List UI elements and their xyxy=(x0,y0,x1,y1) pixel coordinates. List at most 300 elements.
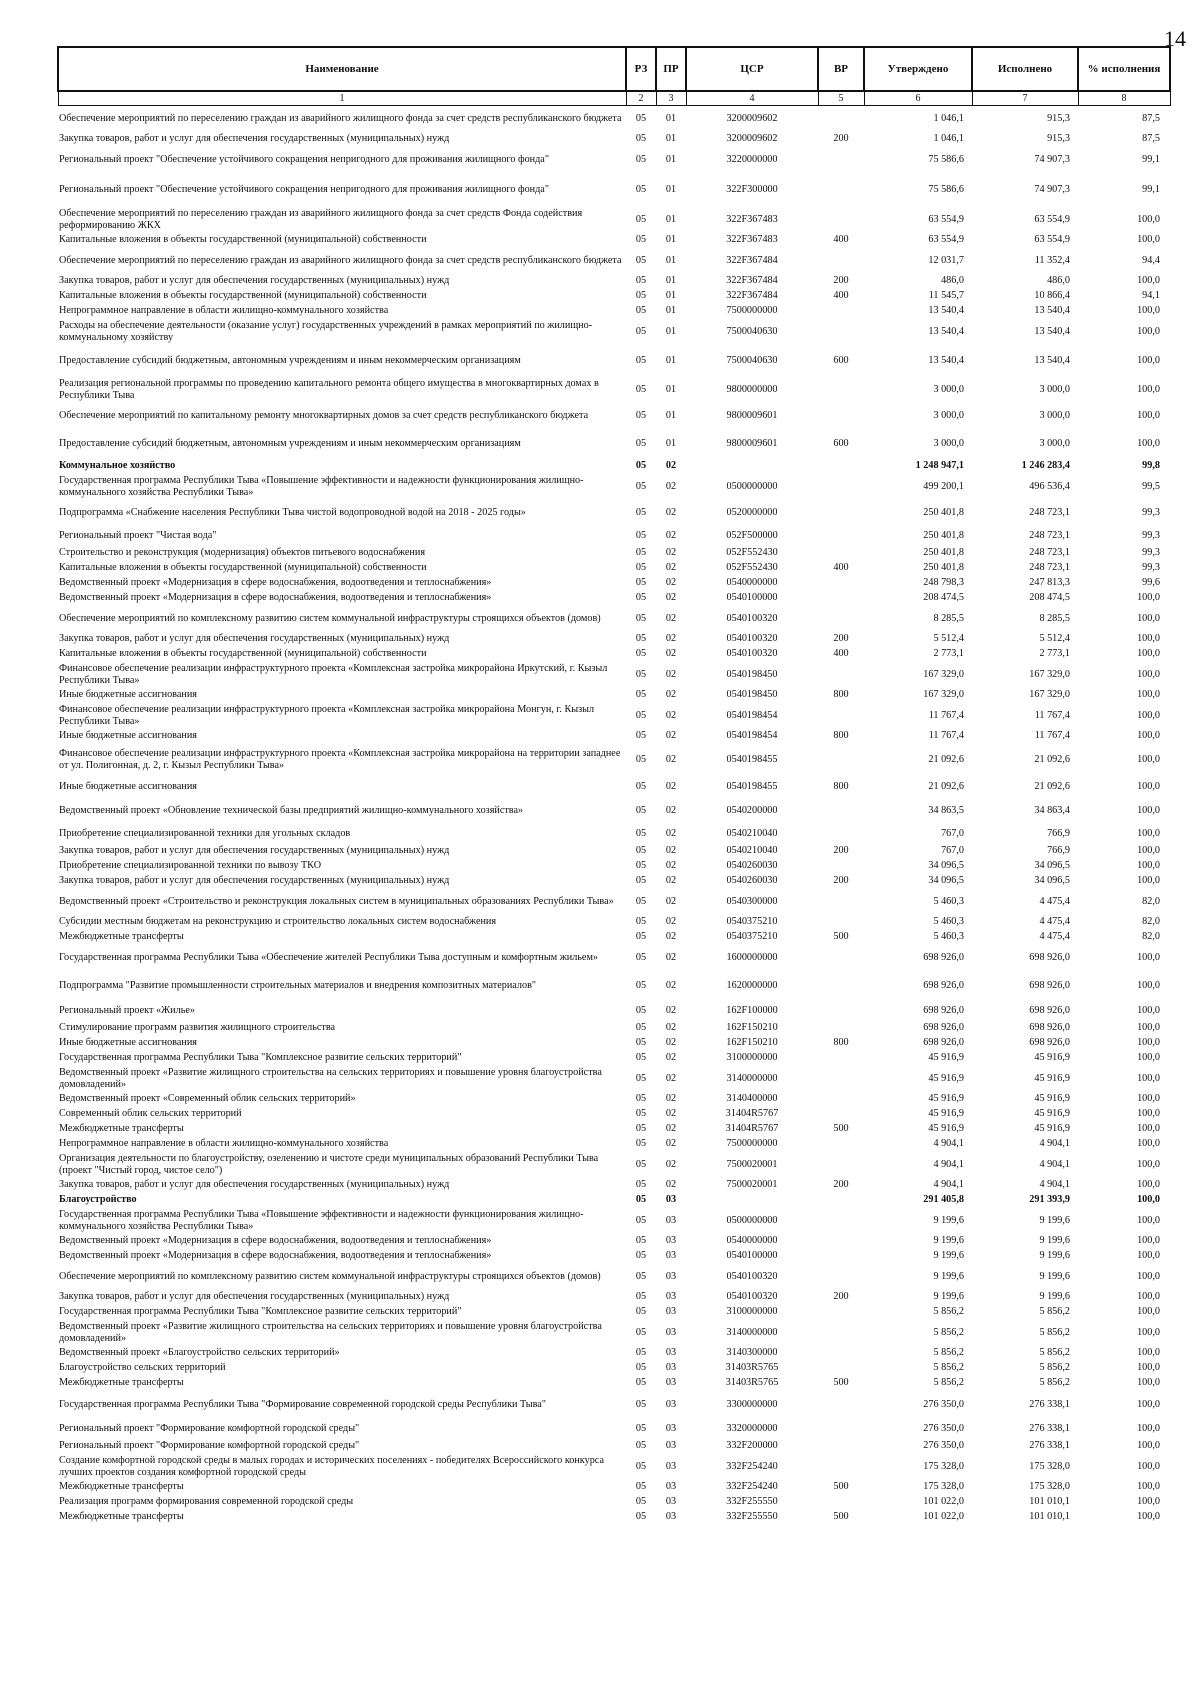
cell-executed: 10 866,4 xyxy=(1034,290,1070,302)
cell-pr: 02 xyxy=(665,460,677,472)
cell-approved: 34 096,5 xyxy=(928,860,964,872)
table-row xyxy=(58,546,1170,561)
cell-name: Межбюджетные трансферты xyxy=(59,1511,184,1523)
table-row xyxy=(58,576,1170,591)
cell-rz: 05 xyxy=(635,1158,647,1170)
cell-pr: 02 xyxy=(665,1072,677,1084)
cell-approved: 767,0 xyxy=(941,845,964,857)
cell-rz: 05 xyxy=(635,1306,647,1318)
cell-vr: 200 xyxy=(833,133,849,145)
cell-pr: 03 xyxy=(665,1377,677,1389)
cell-vr: 200 xyxy=(833,845,849,857)
table-row xyxy=(58,591,1170,606)
cell-approved: 5 856,2 xyxy=(933,1306,964,1318)
cell-name: Закупка товаров, работ и услуг для обеспечения государственных (муниципальных) нужд xyxy=(59,875,450,887)
cell-vr xyxy=(818,1001,864,1021)
cell-executed: 698 926,0 xyxy=(1029,1004,1070,1016)
cell-rz: 05 xyxy=(635,1179,647,1191)
cell-percent: 100,0 xyxy=(1137,1377,1160,1389)
cell-pr: 03 xyxy=(665,1481,677,1493)
table-row xyxy=(58,561,1170,576)
cell-vr xyxy=(818,377,864,403)
table-row xyxy=(58,289,1170,304)
cell-percent: 100,0 xyxy=(1137,1093,1160,1105)
cell-csr: 0540000000 xyxy=(726,1235,778,1247)
table-row xyxy=(58,729,1170,744)
cell-executed: 34 096,5 xyxy=(1034,875,1070,887)
cell-pr: 02 xyxy=(665,875,677,887)
cell-name: Закупка товаров, работ и услуг для обеспечения государственных (муниципальных) нужд xyxy=(59,133,450,145)
cell-csr: 0540100000 xyxy=(726,592,778,604)
cell-name: Межбюджетные трансферты xyxy=(59,1377,184,1389)
cell-approved: 45 916,9 xyxy=(928,1072,964,1084)
cell-name: Предоставление субсидий бюджетным, автономным учреждениям и иным некоммерческим организациям xyxy=(59,437,521,449)
cell-rz: 05 xyxy=(635,860,647,872)
cell-percent: 100,0 xyxy=(1137,780,1160,792)
cell-pr: 03 xyxy=(665,1511,677,1523)
table-row xyxy=(58,147,1170,173)
cell-pr: 02 xyxy=(665,480,677,492)
cell-csr: 0540198455 xyxy=(726,780,778,792)
cell-rz: 05 xyxy=(635,383,647,395)
cell-csr: 0540198455 xyxy=(726,753,778,765)
cell-approved: 5 512,4 xyxy=(933,633,964,645)
cell-vr: 600 xyxy=(833,354,849,366)
cell-executed: 5 856,2 xyxy=(1039,1377,1070,1389)
cell-csr: 3200009602 xyxy=(726,112,778,124)
cell-approved: 45 916,9 xyxy=(928,1093,964,1105)
cell-rz: 05 xyxy=(635,354,647,366)
cell-executed: 276 338,1 xyxy=(1029,1398,1070,1410)
table-row xyxy=(58,173,1170,207)
cell-pr: 01 xyxy=(665,153,677,165)
cell-percent: 100,0 xyxy=(1137,1291,1160,1303)
cell-csr: 3300000000 xyxy=(726,1398,778,1410)
cell-percent: 82,0 xyxy=(1142,916,1160,928)
column-number: 1 xyxy=(58,91,626,106)
cell-percent: 100,0 xyxy=(1137,234,1160,246)
cell-pr: 03 xyxy=(665,1398,677,1410)
cell-percent: 99,1 xyxy=(1142,183,1160,195)
cell-percent: 100,0 xyxy=(1137,1072,1160,1084)
cell-rz: 05 xyxy=(635,133,647,145)
cell-name: Обеспечение мероприятий по переселению граждан из аварийного жилищного фонда за счет средств Фонда содействия реформированию ЖКХ xyxy=(59,207,583,231)
cell-executed: 11 352,4 xyxy=(1034,254,1070,266)
cell-percent: 100,0 xyxy=(1137,1362,1160,1374)
cell-approved: 4 904,1 xyxy=(933,1179,964,1191)
cell-name: Непрограммное направление в области жилищно-коммунального хозяйства xyxy=(59,1138,389,1150)
cell-percent: 100,0 xyxy=(1137,1440,1160,1452)
cell-pr: 02 xyxy=(665,730,677,742)
cell-csr: 3100000000 xyxy=(726,1052,778,1064)
cell-vr: 200 xyxy=(833,1291,849,1303)
cell-approved: 3 000,0 xyxy=(933,383,964,395)
cell-pr: 02 xyxy=(665,1138,677,1150)
cell-name: Ведомственный проект «Модернизация в сфере водоснабжения, водоотведения и теплоснабжения» xyxy=(59,1250,492,1262)
cell-executed: 248 723,1 xyxy=(1029,529,1070,541)
table-row xyxy=(58,1001,1170,1021)
cell-csr xyxy=(686,1193,818,1208)
cell-csr: 0540200000 xyxy=(726,804,778,816)
cell-percent: 100,0 xyxy=(1137,1511,1160,1523)
table-row xyxy=(58,1290,1170,1305)
cell-approved: 208 474,5 xyxy=(923,592,964,604)
cell-csr: 3200009602 xyxy=(726,133,778,145)
header-vr: ВР xyxy=(818,47,864,91)
cell-executed: 4 475,4 xyxy=(1039,895,1070,907)
cell-rz: 05 xyxy=(635,1108,647,1120)
cell-pr: 03 xyxy=(665,1194,677,1206)
cell-pr: 03 xyxy=(665,1347,677,1359)
cell-executed: 74 907,3 xyxy=(1034,153,1070,165)
table-row xyxy=(58,459,1170,474)
cell-pr: 01 xyxy=(665,234,677,246)
cell-pr: 03 xyxy=(665,1214,677,1226)
table-row xyxy=(58,429,1170,459)
cell-vr: 200 xyxy=(833,633,849,645)
cell-vr: 400 xyxy=(833,290,849,302)
cell-vr xyxy=(818,703,864,729)
cell-pr: 02 xyxy=(665,845,677,857)
cell-rz: 05 xyxy=(635,592,647,604)
cell-vr xyxy=(818,744,864,776)
cell-executed: 5 856,2 xyxy=(1039,1347,1070,1359)
cell-pr: 02 xyxy=(665,709,677,721)
cell-csr: 1600000000 xyxy=(726,951,778,963)
cell-pr: 02 xyxy=(665,1123,677,1135)
table-row xyxy=(58,248,1170,274)
cell-pr: 03 xyxy=(665,1496,677,1508)
cell-csr: 332F254240 xyxy=(726,1481,778,1493)
column-number-row xyxy=(58,91,1170,106)
table-row xyxy=(58,1021,1170,1036)
cell-vr: 200 xyxy=(833,875,849,887)
cell-pr: 02 xyxy=(665,547,677,559)
cell-vr xyxy=(818,1092,864,1107)
cell-executed: 74 907,3 xyxy=(1034,183,1070,195)
cell-name: Приобретение специализированной техники по вывозу ТКО xyxy=(59,860,322,872)
cell-rz: 05 xyxy=(635,547,647,559)
budget-execution-table xyxy=(57,46,1169,1525)
table-row xyxy=(58,304,1170,319)
cell-csr: 0500000000 xyxy=(726,480,778,492)
cell-rz: 05 xyxy=(635,1123,647,1135)
cell-approved: 175 328,0 xyxy=(923,1460,964,1472)
cell-name: Государственная программа Республики Тыва «Повышение эффективности и надежности функционирования жилищно-коммунального хозяйства Республики Тыва» xyxy=(59,1208,584,1232)
cell-pr: 02 xyxy=(665,804,677,816)
cell-rz: 05 xyxy=(635,234,647,246)
cell-executed: 698 926,0 xyxy=(1029,1037,1070,1049)
cell-name: Обеспечение мероприятий по капитальному ремонту многоквартирных домов за счет средств республиканского бюджета xyxy=(59,409,589,421)
cell-rz: 05 xyxy=(635,951,647,963)
cell-percent: 99,3 xyxy=(1142,547,1160,559)
cell-pr: 02 xyxy=(665,860,677,872)
cell-rz: 05 xyxy=(635,689,647,701)
cell-rz: 05 xyxy=(635,1194,647,1206)
cell-pr: 03 xyxy=(665,1460,677,1472)
cell-percent: 100,0 xyxy=(1137,1460,1160,1472)
cell-approved: 276 350,0 xyxy=(923,1422,964,1434)
cell-percent: 100,0 xyxy=(1137,804,1160,816)
cell-rz: 05 xyxy=(635,1398,647,1410)
table-row xyxy=(58,1152,1170,1178)
cell-executed: 9 199,6 xyxy=(1039,1291,1070,1303)
cell-pr: 02 xyxy=(665,506,677,518)
cell-executed: 45 916,9 xyxy=(1034,1108,1070,1120)
cell-name: Обеспечение мероприятий по переселению граждан из аварийного жилищного фонда за счет средств республиканского бюджета xyxy=(59,112,622,124)
cell-rz: 05 xyxy=(635,1481,647,1493)
cell-executed: 248 723,1 xyxy=(1029,506,1070,518)
cell-name: Ведомственный проект «Модернизация в сфере водоснабжения, водоотведения и теплоснабжения» xyxy=(59,1235,492,1247)
cell-executed: 4 904,1 xyxy=(1039,1158,1070,1170)
cell-csr: 0540100320 xyxy=(726,612,778,624)
table-row xyxy=(58,1264,1170,1290)
cell-rz: 05 xyxy=(635,213,647,225)
cell-percent: 100,0 xyxy=(1137,1496,1160,1508)
cell-executed: 3 000,0 xyxy=(1039,383,1070,395)
cell-approved: 9 199,6 xyxy=(933,1214,964,1226)
cell-approved: 698 926,0 xyxy=(923,1004,964,1016)
cell-rz: 05 xyxy=(635,562,647,574)
cell-csr: 0540260030 xyxy=(726,860,778,872)
cell-pr: 02 xyxy=(665,577,677,589)
cell-vr xyxy=(818,1391,864,1419)
cell-approved: 1 046,1 xyxy=(933,112,964,124)
cell-name: Стимулирование программ развития жилищного строительства xyxy=(59,1022,336,1034)
cell-rz: 05 xyxy=(635,1377,647,1389)
cell-csr: 0540375210 xyxy=(726,931,778,943)
cell-approved: 11 545,7 xyxy=(928,290,964,302)
cell-approved: 167 329,0 xyxy=(923,689,964,701)
cell-rz: 05 xyxy=(635,916,647,928)
cell-csr: 0540198450 xyxy=(726,689,778,701)
table-row xyxy=(58,606,1170,632)
cell-csr: 0540210040 xyxy=(726,845,778,857)
cell-vr xyxy=(818,319,864,345)
header-csr: ЦСР xyxy=(686,47,818,91)
cell-pr: 02 xyxy=(665,931,677,943)
cell-executed: 11 767,4 xyxy=(1034,730,1070,742)
cell-pr: 02 xyxy=(665,633,677,645)
cell-percent: 100,0 xyxy=(1137,1347,1160,1359)
cell-csr: 3140400000 xyxy=(726,1093,778,1105)
cell-percent: 100,0 xyxy=(1137,1108,1160,1120)
cell-vr xyxy=(818,1137,864,1152)
cell-executed: 34 863,4 xyxy=(1034,804,1070,816)
cell-name: Ведомственный проект «Модернизация в сфере водоснабжения, водоотведения и теплоснабжения» xyxy=(59,592,492,604)
table-row xyxy=(58,403,1170,429)
cell-csr: 3220000000 xyxy=(726,153,778,165)
cell-rz: 05 xyxy=(635,1072,647,1084)
cell-approved: 45 916,9 xyxy=(928,1123,964,1135)
cell-name: Региональный проект "Обеспечение устойчивого сокращения непригодного для проживания жилищного фонда" xyxy=(59,153,549,165)
cell-name: Подпрограмма "Развитие промышленности строительных материалов и внедрения композитных материалов" xyxy=(59,979,537,991)
cell-percent: 100,0 xyxy=(1137,1037,1160,1049)
table-row xyxy=(58,233,1170,248)
cell-approved: 13 540,4 xyxy=(928,354,964,366)
cell-vr xyxy=(818,459,864,474)
cell-vr xyxy=(818,1454,864,1480)
table-row xyxy=(58,859,1170,874)
cell-percent: 99,1 xyxy=(1142,153,1160,165)
cell-pr: 03 xyxy=(665,1422,677,1434)
cell-approved: 698 926,0 xyxy=(923,1022,964,1034)
cell-csr: 162F150210 xyxy=(726,1022,778,1034)
cell-executed: 63 554,9 xyxy=(1034,234,1070,246)
cell-csr: 0500000000 xyxy=(726,1214,778,1226)
cell-pr: 01 xyxy=(665,183,677,195)
cell-name: Капитальные вложения в объекты государственной (муниципальной) собственности xyxy=(59,234,427,246)
cell-csr xyxy=(686,459,818,474)
cell-pr: 03 xyxy=(665,1326,677,1338)
cell-vr xyxy=(818,859,864,874)
table-row xyxy=(58,1480,1170,1495)
cell-approved: 34 863,5 xyxy=(928,804,964,816)
cell-vr xyxy=(818,526,864,546)
cell-percent: 100,0 xyxy=(1137,383,1160,395)
cell-vr: 400 xyxy=(833,562,849,574)
table-row xyxy=(58,703,1170,729)
cell-percent: 100,0 xyxy=(1137,437,1160,449)
cell-approved: 698 926,0 xyxy=(923,979,964,991)
cell-percent: 100,0 xyxy=(1137,612,1160,624)
cell-executed: 2 773,1 xyxy=(1039,648,1070,660)
cell-percent: 100,0 xyxy=(1137,1138,1160,1150)
table-row xyxy=(58,915,1170,930)
cell-percent: 100,0 xyxy=(1137,1052,1160,1064)
cell-vr: 200 xyxy=(833,275,849,287)
cell-csr: 31403R5765 xyxy=(725,1377,779,1389)
cell-pr: 02 xyxy=(665,951,677,963)
table-row xyxy=(58,1495,1170,1510)
cell-pr: 03 xyxy=(665,1235,677,1247)
cell-vr xyxy=(818,207,864,233)
cell-pr: 01 xyxy=(665,275,677,287)
cell-percent: 100,0 xyxy=(1137,325,1160,337)
cell-csr: 332F255550 xyxy=(726,1511,778,1523)
cell-approved: 75 586,6 xyxy=(928,183,964,195)
cell-percent: 87,5 xyxy=(1142,112,1160,124)
cell-percent: 100,0 xyxy=(1137,1270,1160,1282)
cell-vr xyxy=(818,1152,864,1178)
cell-name: Финансовое обеспечение реализации инфраструктурного проекта «Комплексная застройка микрорайона на территории западнее от ул. Полигонная, д. 2, г. Кызыл Республики Тыва» xyxy=(59,747,621,771)
cell-vr xyxy=(818,798,864,824)
cell-pr: 02 xyxy=(665,689,677,701)
cell-executed: 167 329,0 xyxy=(1029,668,1070,680)
cell-csr: 052F500000 xyxy=(726,529,778,541)
cell-rz: 05 xyxy=(635,1093,647,1105)
cell-rz: 05 xyxy=(635,633,647,645)
cell-name: Закупка товаров, работ и услуг для обеспечения государственных (муниципальных) нужд xyxy=(59,845,450,857)
cell-percent: 100,0 xyxy=(1137,592,1160,604)
cell-percent: 94,4 xyxy=(1142,254,1160,266)
cell-csr: 0520000000 xyxy=(726,506,778,518)
cell-approved: 698 926,0 xyxy=(923,951,964,963)
cell-vr: 800 xyxy=(833,730,849,742)
table-row xyxy=(58,1107,1170,1122)
cell-executed: 175 328,0 xyxy=(1029,1481,1070,1493)
cell-approved: 3 000,0 xyxy=(933,437,964,449)
cell-approved: 248 798,3 xyxy=(923,577,964,589)
cell-csr: 322F367484 xyxy=(726,275,778,287)
cell-name: Иные бюджетные ассигнования xyxy=(59,780,197,792)
column-number: 2 xyxy=(626,91,656,106)
cell-approved: 3 000,0 xyxy=(933,409,964,421)
cell-approved: 2 773,1 xyxy=(933,648,964,660)
cell-executed: 9 199,6 xyxy=(1039,1250,1070,1262)
cell-approved: 45 916,9 xyxy=(928,1052,964,1064)
cell-rz: 05 xyxy=(635,577,647,589)
cell-name: Обеспечение мероприятий по комплексному развитию систем коммунальной инфраструктуры строящихся объектов (домов) xyxy=(59,1270,601,1282)
cell-pr: 03 xyxy=(665,1270,677,1282)
table-row xyxy=(58,1510,1170,1525)
column-number: 3 xyxy=(656,91,686,106)
cell-rz: 05 xyxy=(635,529,647,541)
cell-csr: 0540198450 xyxy=(726,668,778,680)
cell-executed: 5 856,2 xyxy=(1039,1362,1070,1374)
cell-vr: 600 xyxy=(833,437,849,449)
cell-name: Закупка товаров, работ и услуг для обеспечения государственных (муниципальных) нужд xyxy=(59,1179,450,1191)
column-number: 4 xyxy=(686,91,818,106)
cell-name: Закупка товаров, работ и услуг для обеспечения государственных (муниципальных) нужд xyxy=(59,1291,450,1303)
cell-pr: 02 xyxy=(665,780,677,792)
cell-pr: 01 xyxy=(665,325,677,337)
cell-name: Реализация программ формирования современной городской среды xyxy=(59,1496,354,1508)
cell-rz: 05 xyxy=(635,709,647,721)
cell-vr xyxy=(818,1193,864,1208)
cell-executed: 34 096,5 xyxy=(1034,860,1070,872)
cell-percent: 100,0 xyxy=(1137,633,1160,645)
cell-rz: 05 xyxy=(635,1362,647,1374)
cell-name: Государственная программа Республики Тыва "Комплексное развитие сельских территорий" xyxy=(59,1306,462,1318)
cell-csr: 0540100320 xyxy=(726,1291,778,1303)
cell-name: Организация деятельности по благоустройству, озеленению и чистоте среди муниципальных образований Республики Тыва (проект "Чистый город, чистое село") xyxy=(59,1152,599,1176)
cell-executed: 248 723,1 xyxy=(1029,547,1070,559)
cell-percent: 100,0 xyxy=(1137,827,1160,839)
cell-pr: 02 xyxy=(665,1093,677,1105)
cell-executed: 1 246 283,4 xyxy=(1021,460,1070,472)
cell-csr: 052F552430 xyxy=(726,547,778,559)
cell-executed: 45 916,9 xyxy=(1034,1123,1070,1135)
cell-percent: 82,0 xyxy=(1142,895,1160,907)
cell-executed: 698 926,0 xyxy=(1029,979,1070,991)
cell-vr xyxy=(818,147,864,173)
table-row xyxy=(58,1122,1170,1137)
cell-rz: 05 xyxy=(635,1004,647,1016)
cell-name: Ведомственный проект «Модернизация в сфере водоснабжения, водоотведения и теплоснабжения» xyxy=(59,577,492,589)
cell-name: Коммунальное хозяйство xyxy=(59,460,176,472)
cell-approved: 276 350,0 xyxy=(923,1398,964,1410)
cell-name: Ведомственный проект «Развитие жилищного строительства на сельских территориях и повышение уровня благоустройства домовладений» xyxy=(59,1320,602,1344)
cell-percent: 100,0 xyxy=(1137,1235,1160,1247)
cell-csr: 7500000000 xyxy=(726,1138,778,1150)
cell-percent: 100,0 xyxy=(1137,689,1160,701)
cell-csr: 322F367484 xyxy=(726,254,778,266)
cell-vr: 500 xyxy=(833,931,849,943)
cell-rz: 05 xyxy=(635,612,647,624)
cell-rz: 05 xyxy=(635,183,647,195)
cell-vr xyxy=(818,1419,864,1439)
cell-approved: 13 540,4 xyxy=(928,325,964,337)
cell-rz: 05 xyxy=(635,480,647,492)
table-row xyxy=(58,889,1170,915)
cell-percent: 100,0 xyxy=(1137,709,1160,721)
cell-pr: 02 xyxy=(665,753,677,765)
cell-rz: 05 xyxy=(635,931,647,943)
cell-name: Финансовое обеспечение реализации инфраструктурного проекта «Комплексная застройка микрорайона Иркутский, г. Кызыл Республики Тыва» xyxy=(59,662,608,686)
cell-percent: 100,0 xyxy=(1137,354,1160,366)
cell-name: Ведомственный проект «Обновление технической базы предприятий жилищно-коммунального хозяйства» xyxy=(59,804,524,816)
